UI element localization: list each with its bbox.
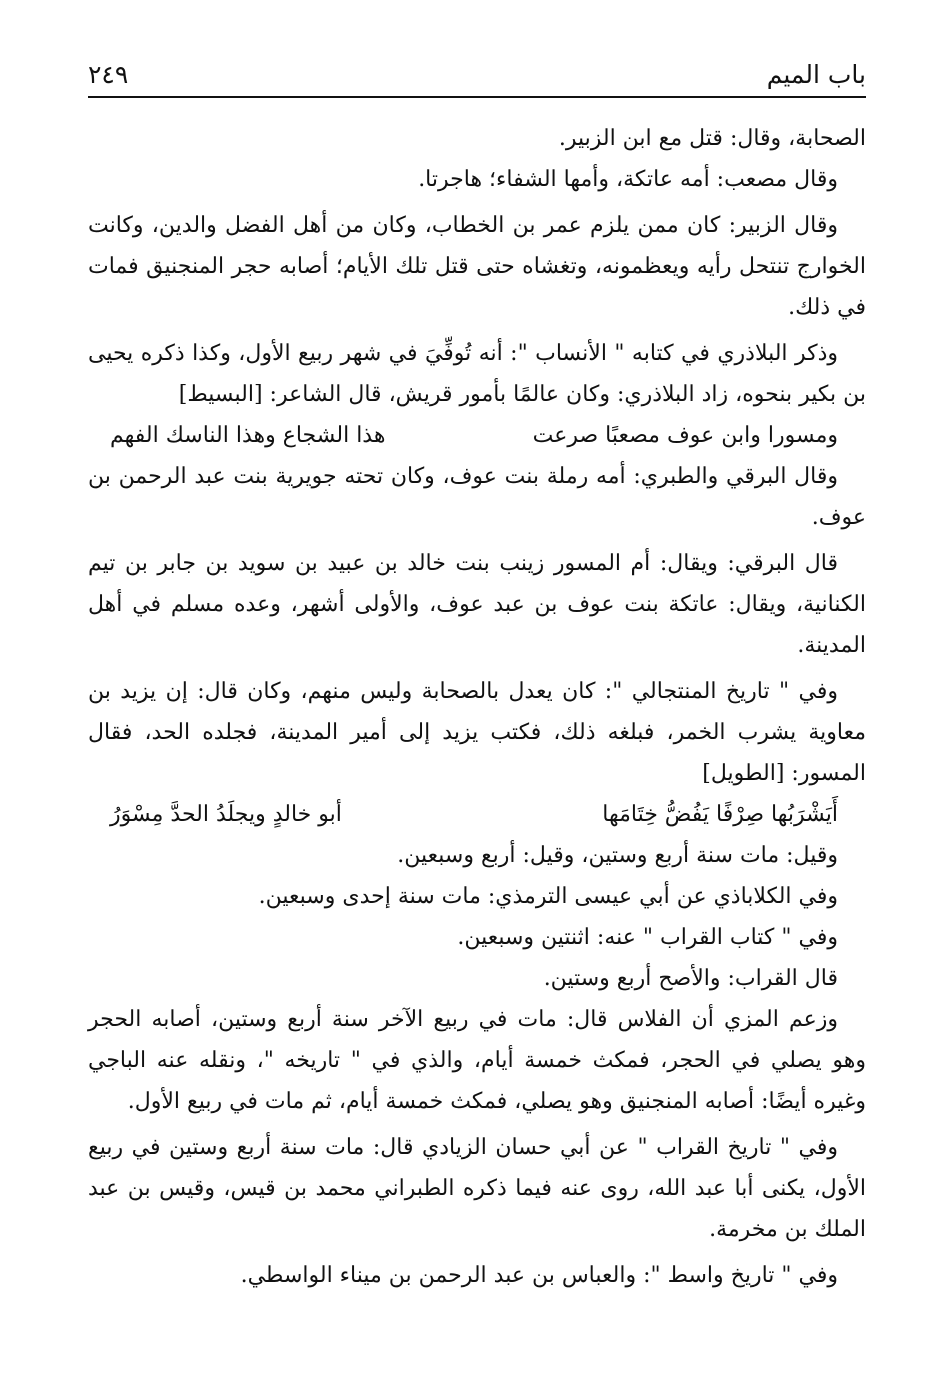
- paragraph: الصحابة، وقال: قتل مع ابن الزبير.: [558, 126, 866, 151]
- verse: [88, 415, 866, 456]
- paragraph: وفي " تاريخ المنتجالي ": كان يعدل بالصحابة وليس منهم، وكان قال: إن يزيد بن معاوية يشرب الخمر، فبلغه ذلك، فكتب يزيد إلى أمير المدينة، فجلده الحد، فقال المسور: [الطويل]: [88, 679, 866, 786]
- page-number: ٢٤٩: [88, 60, 129, 89]
- verse-second-hemistich: أبو خالدٍ ويجلَدُ الحدَّ مِسْوَرُ: [110, 802, 342, 827]
- paragraph: وقال مصعب: أمه عاتكة، وأمها الشفاء؛ هاجرتا.: [418, 167, 838, 192]
- chapter-title: باب الميم: [766, 60, 866, 89]
- header-rule: [88, 96, 866, 98]
- paragraph: قال القراب: والأصح أربع وستين.: [543, 966, 838, 991]
- verse-first-hemistich: أَيَشْرَبُها صِرْفًا يَفُضُّ خِتَامَها: [602, 802, 838, 827]
- paragraph: وذكر البلاذري في كتابه " الأنساب ": أنه تُوفِّيَ في شهر ربيع الأول، وكذا ذكره يحيى بن بكير بنحوه، زاد البلاذري: وكان عالمًا بأمور قريش، قال الشاعر: [البسيط]: [88, 341, 866, 407]
- paragraph: وفي الكلاباذي عن أبي عيسى الترمذي: مات سنة إحدى وسبعين.: [258, 884, 838, 909]
- verse: [88, 794, 866, 835]
- page-body: [88, 118, 866, 1296]
- verse-first-hemistich: ومسورا وابن عوف مصعبًا صرعت: [532, 423, 838, 448]
- paragraph: وفي " تاريخ واسط ": والعباس بن عبد الرحمن بن ميناء الواسطي.: [240, 1263, 838, 1288]
- paragraph: وقيل: مات سنة أربع وستين، وقيل: أربع وسبعين.: [397, 843, 838, 868]
- paragraph: وزعم المزي أن الفلاس قال: مات في ربيع الآخر سنة أربع وستين، أصابه الحجر وهو يصلي في الحجر، فمكث خمسة أيام، والذي في " تاريخه "، ونقله عنه الباجي وغيره أيضًا: أصابه المنجنيق وهو يصلي، فمكث خمسة أيام، ثم مات في ربيع الأول.: [88, 1007, 866, 1114]
- paragraph: قال البرقي: ويقال: أم المسور زينب بنت خالد بن عبيد بن سويد بن جابر بن تيم الكنانية، ويقال: عاتكة بنت عوف بن عبد عوف، والأولى أشهر، وعده مسلم في أهل المدينة.: [88, 551, 866, 658]
- paragraph: وفي " تاريخ القراب " عن أبي حسان الزيادي قال: مات سنة أربع وستين في ربيع الأول، يكنى أبا عبد الله، روى عنه فيما ذكره الطبراني محمد بن قيس، وقيس بن عبد الملك بن مخرمة.: [88, 1135, 866, 1242]
- paragraph: وقال الزبير: كان ممن يلزم عمر بن الخطاب، وكان من أهل الفضل والدين، وكانت الخوارج تنتحل رأيه ويعظمونه، وتغشاه حتى قتل تلك الأيام؛ أصابه حجر المنجنيق فمات في ذلك.: [88, 213, 866, 320]
- paragraph: وقال البرقي والطبري: أمه رملة بنت عوف، وكان تحته جويرية بنت عبد الرحمن بن عوف.: [88, 464, 866, 530]
- verse-second-hemistich: هذا الشجاع وهذا الناسك الفهم: [110, 423, 386, 448]
- page-header: [88, 58, 866, 98]
- paragraph: وفي " كتاب القراب " عنه: اثنتين وسبعين.: [457, 925, 838, 950]
